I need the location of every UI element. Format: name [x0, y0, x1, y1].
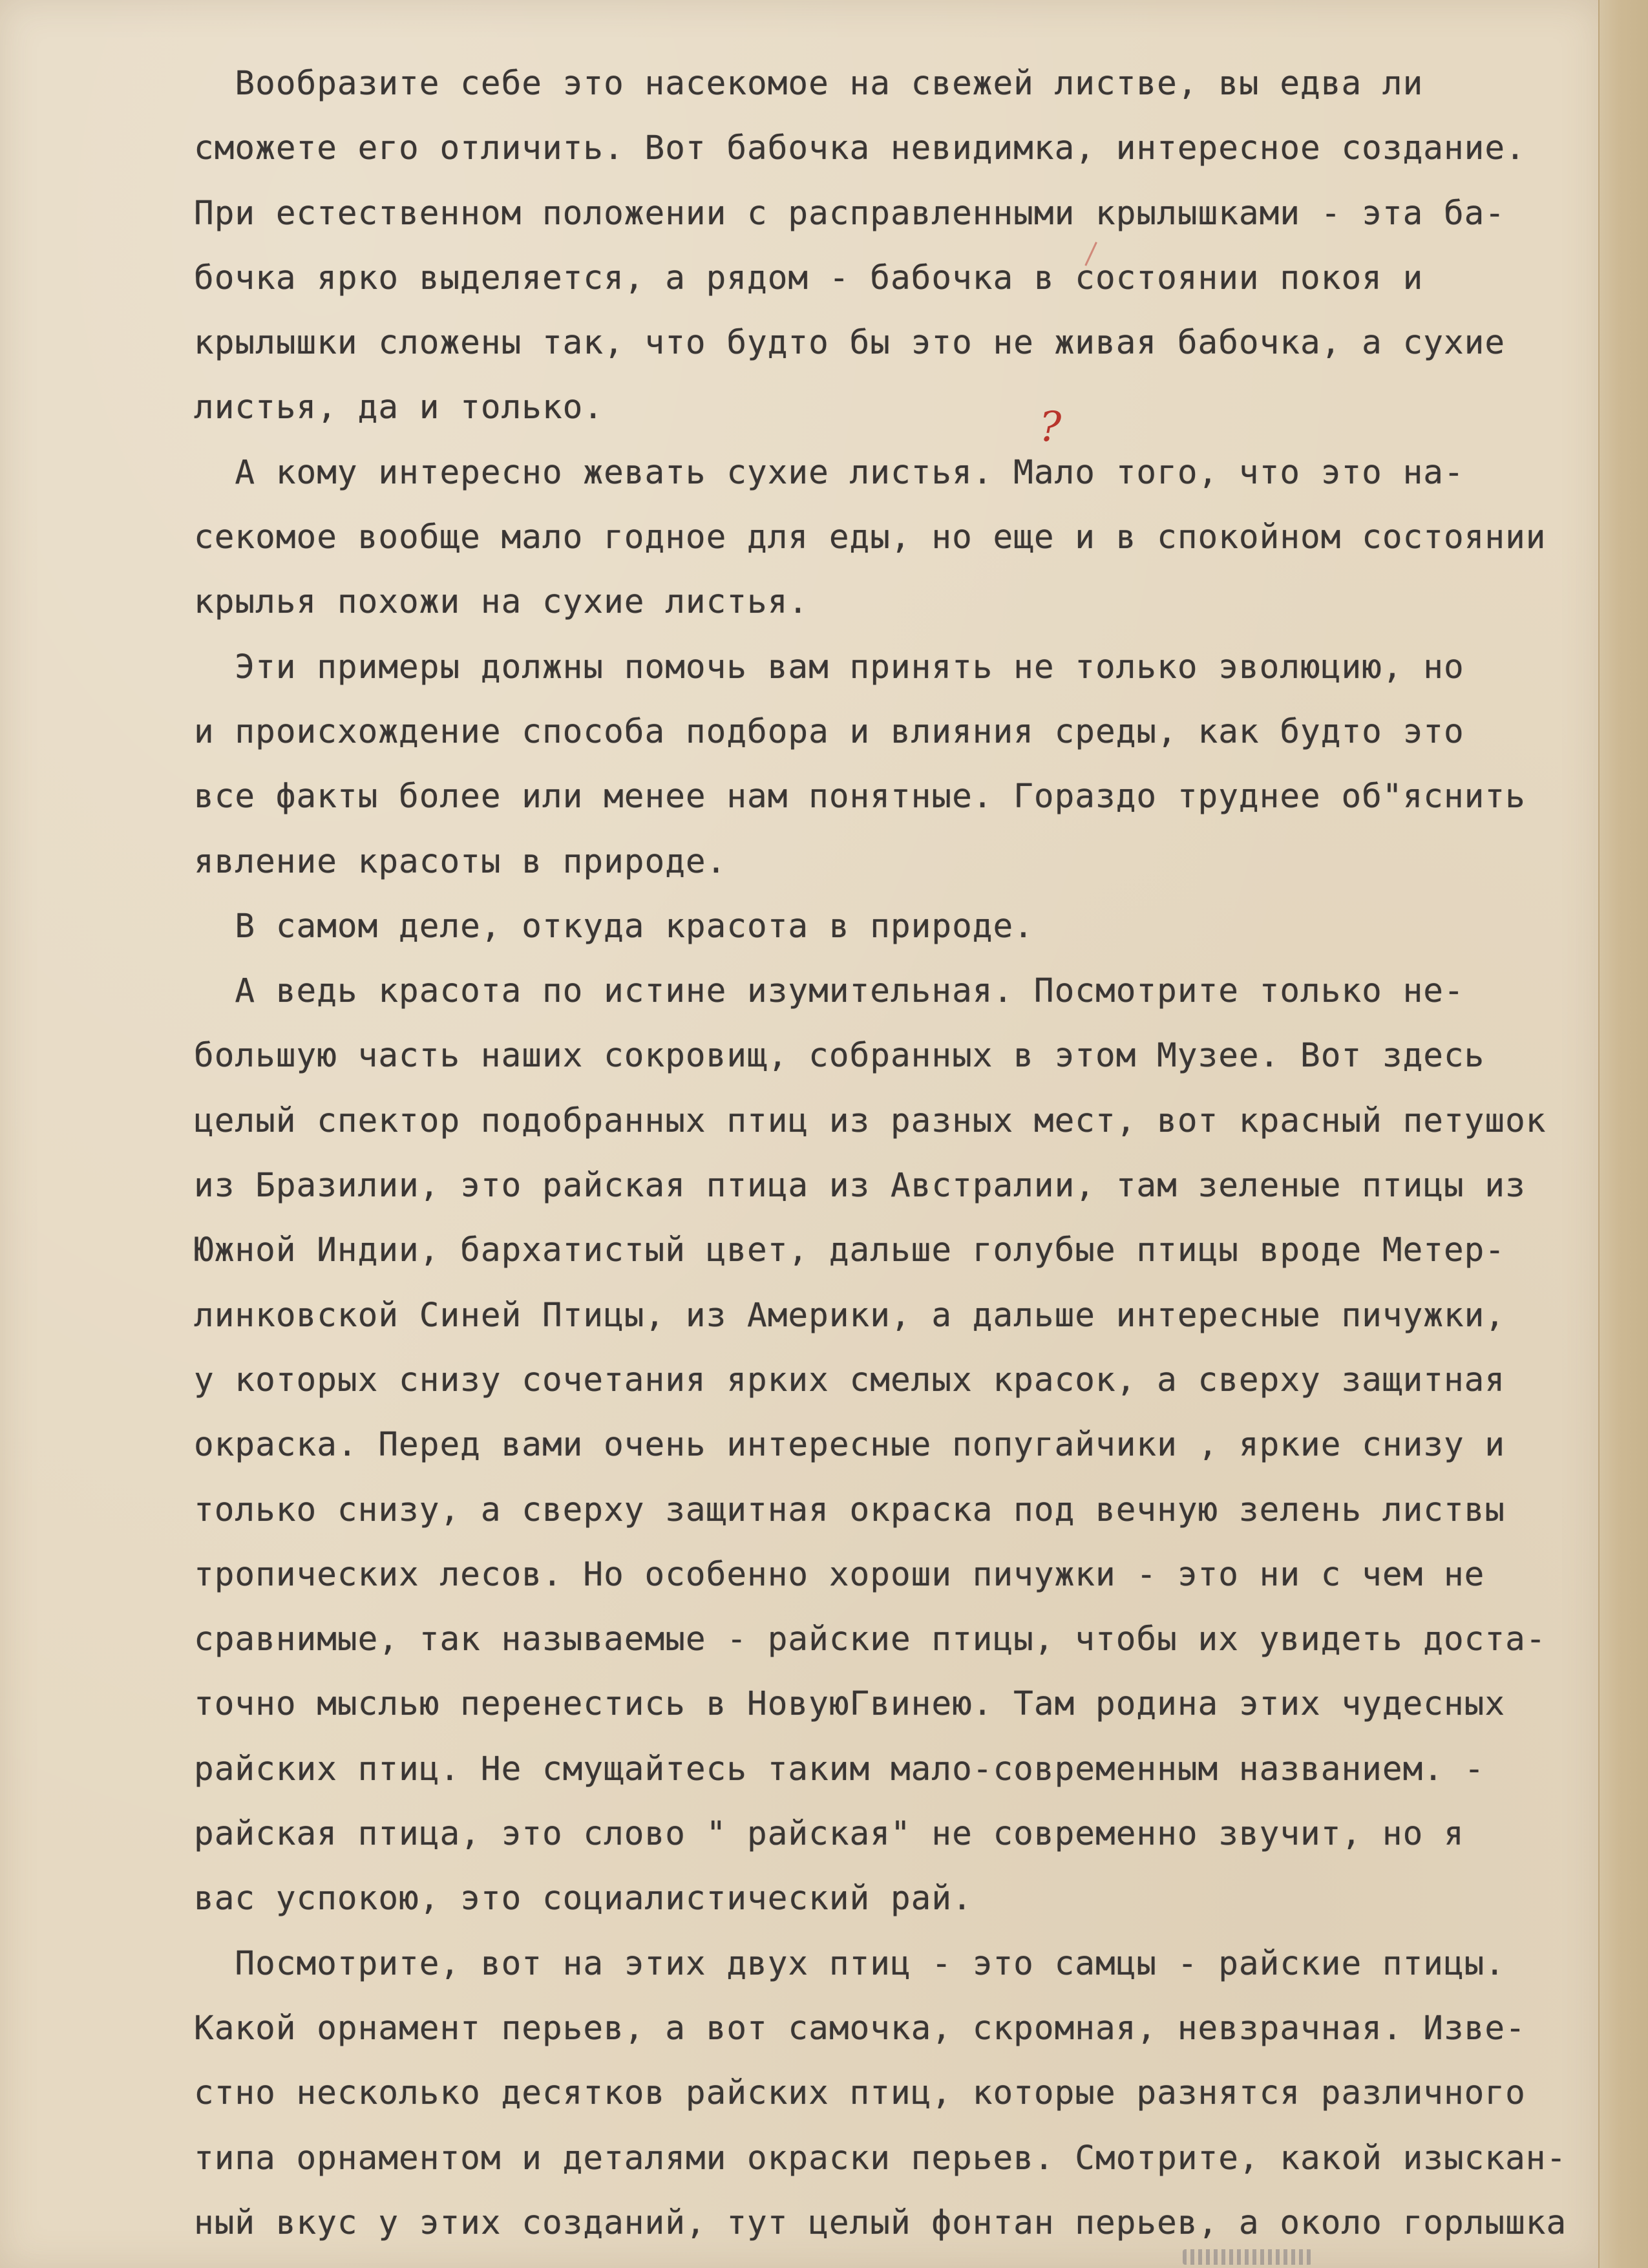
text-line: из Бразилии, это райская птица из Австралии, там зеленые птицы из	[194, 1167, 1526, 1205]
text-line: и происхождение способа подбора и влияния среды, как будто это	[194, 712, 1464, 751]
text-line: типа орнаментом и деталями окраски перьев. Смотрите, какой изыскан-	[194, 2139, 1567, 2178]
text-line: стно несколько десятков райских птиц, которые разнятся различного	[194, 2074, 1526, 2113]
text-line: Какой орнамент перьев, а вот самочка, скромная, невзрачная. Изве-	[194, 2009, 1526, 2048]
text-line: В самом деле, откуда красота в природе.	[194, 907, 1034, 946]
text-line: секомое вообще мало годное для еды, но еще и в спокойном состоянии	[194, 518, 1547, 557]
text-line: сможете его отличить. Вот бабочка невидимка, интересное создание.	[194, 129, 1526, 168]
text-line: При естественном положении с расправленными крылышками - эта ба-	[194, 194, 1506, 233]
text-line: явление красоты в природе.	[194, 842, 727, 881]
text-line: листья, да и только.	[194, 388, 604, 427]
text-line: А ведь красота по истине изумительная. Посмотрите только не-	[194, 972, 1464, 1011]
text-line: Эти примеры должны помочь вам принять не только эволюцию, но	[194, 648, 1464, 686]
text-line: крылышки сложены так, что будто бы это не живая бабочка, а сухие	[194, 324, 1506, 363]
text-line: только снизу, а сверху защитная окраска под вечную зелень листвы	[194, 1490, 1506, 1529]
text-line: точно мыслью перенестись в НовуюГвинею. Там родина этих чудесных	[194, 1685, 1506, 1724]
text-line: все факты более или менее нам понятные. Гораздо труднее об"яснить	[194, 778, 1526, 816]
paper-edge	[1598, 0, 1648, 2268]
text-line: линковской Синей Птицы, из Америки, а дальше интересные пичужки,	[194, 1296, 1506, 1335]
text-line: большую часть наших сокровищ, собранных в этом Музее. Вот здесь	[194, 1037, 1485, 1076]
text-line: бочка ярко выделяется, а рядом - бабочка в состоянии покоя и	[194, 259, 1424, 297]
handwritten-question-mark: ?	[1039, 403, 1062, 451]
text-line: Вообразите себе это насекомое на свежей листве, вы едва ли	[194, 65, 1424, 103]
text-line: Южной Индии, бархатистый цвет, дальше голубые птицы вроде Метер-	[194, 1231, 1506, 1270]
text-line: сравнимые, так называемые - райские птицы, чтобы их увидеть доста-	[194, 1620, 1547, 1659]
text-line: целый спектор подобранных птиц из разных мест, вот красный петушок	[194, 1101, 1547, 1140]
text-line: райских птиц. Не смущайтесь таким мало-современным названием. -	[194, 1750, 1485, 1788]
archive-stamp	[1183, 2249, 1312, 2265]
typewritten-text	[194, 52, 1603, 2256]
text-line: у которых снизу сочетания ярких смелых красок, а сверху защитная	[194, 1361, 1506, 1399]
text-line: Посмотрите, вот на этих двух птиц - это самцы - райские птицы.	[194, 1944, 1506, 1983]
text-line: тропических лесов. Но особенно хороши пичужки - это ни с чем не	[194, 1555, 1485, 1594]
text-line: окраска. Перед вами очень интересные попугайчики , яркие снизу и	[194, 1426, 1506, 1465]
text-line: райская птица, это слово " райская" не современно звучит, но я	[194, 1815, 1464, 1854]
text-line: крылья похожи на сухие листья.	[194, 583, 809, 622]
text-line: А кому интересно жевать сухие листья. Мало того, что это на-	[194, 453, 1464, 492]
text-line: ный вкус у этих созданий, тут целый фонтан перьев, а около горлышка	[194, 2203, 1567, 2242]
text-line: вас успокою, это социалистический рай.	[194, 1880, 973, 1918]
